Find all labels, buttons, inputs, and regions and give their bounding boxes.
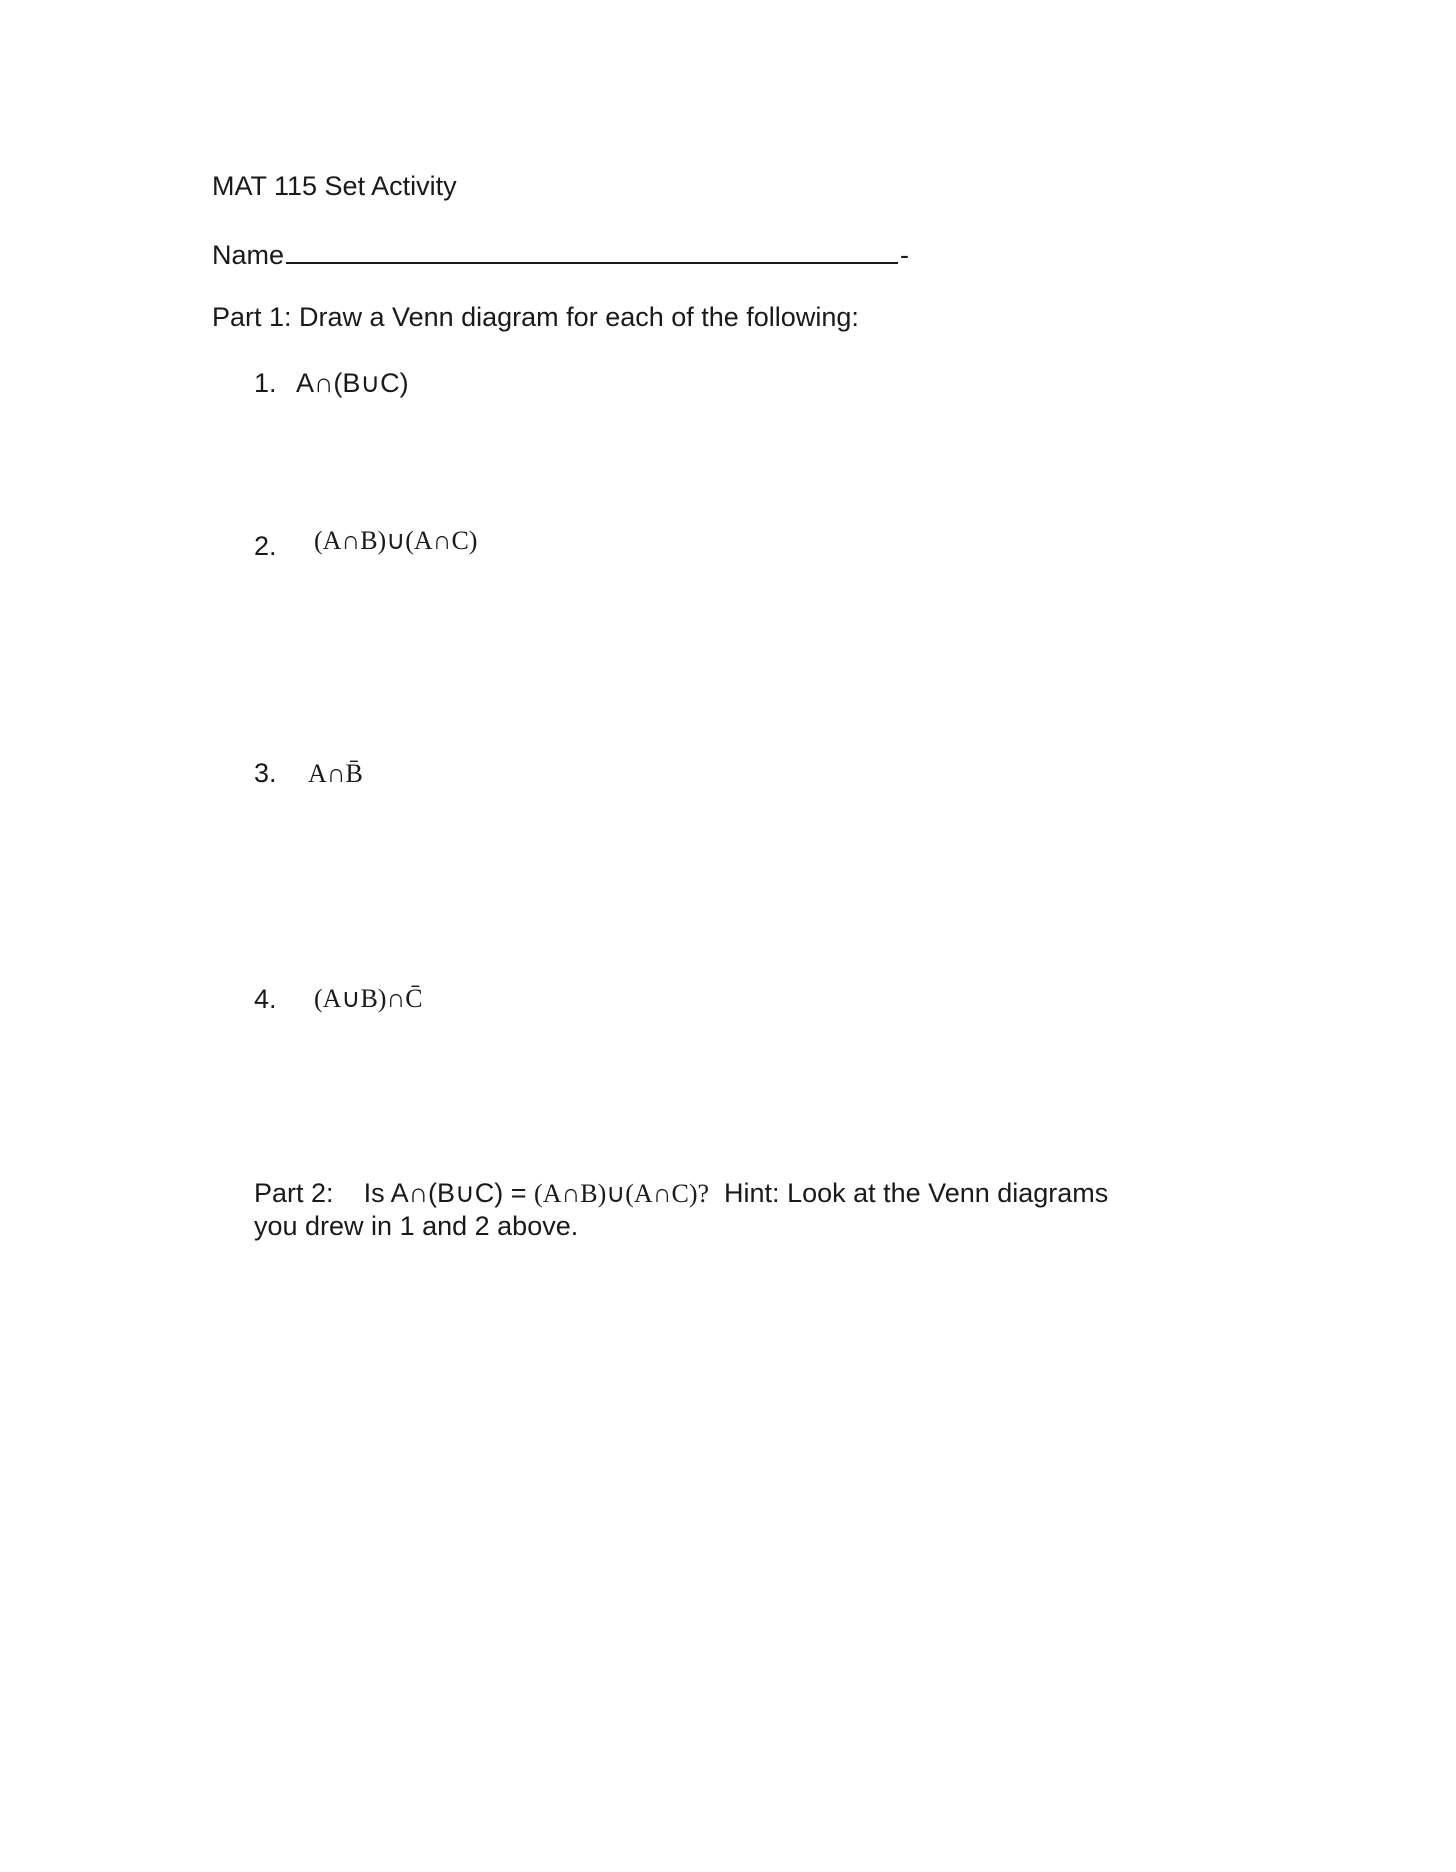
part2-question-prefix: Is A∩(B∪C) = [363, 1178, 527, 1208]
name-field-row [212, 236, 909, 271]
name-blank-line [286, 236, 898, 264]
item-4-expression: (A∪B)∩C̄ [314, 984, 423, 1013]
item-2-expression: (A∩B)∪(A∩C) [314, 526, 478, 555]
item-4-number: 4. [254, 984, 277, 1014]
item-1-number: 1. [254, 368, 277, 398]
item-3-expression: A∩B̄ [308, 759, 363, 788]
name-trailing-dash: - [900, 240, 910, 270]
name-label: Name [212, 240, 285, 270]
part2-hint-line2: you drew in 1 and 2 above. [254, 1211, 579, 1241]
part2-question [254, 1177, 1108, 1210]
part2-question-expression: (A∩B)∪(A∩C)? [534, 1179, 710, 1208]
item-3-number: 3. [254, 758, 277, 788]
part1-heading: Part 1: Draw a Venn diagram for each of the following: [212, 302, 859, 332]
item-2-number: 2. [254, 531, 277, 561]
item-1-expression: A∩(B∪C) [296, 368, 409, 398]
part2-label: Part 2: [254, 1178, 334, 1208]
document-title: MAT 115 Set Activity [212, 171, 457, 201]
part2-hint-line1: Hint: Look at the Venn diagrams [724, 1178, 1109, 1208]
